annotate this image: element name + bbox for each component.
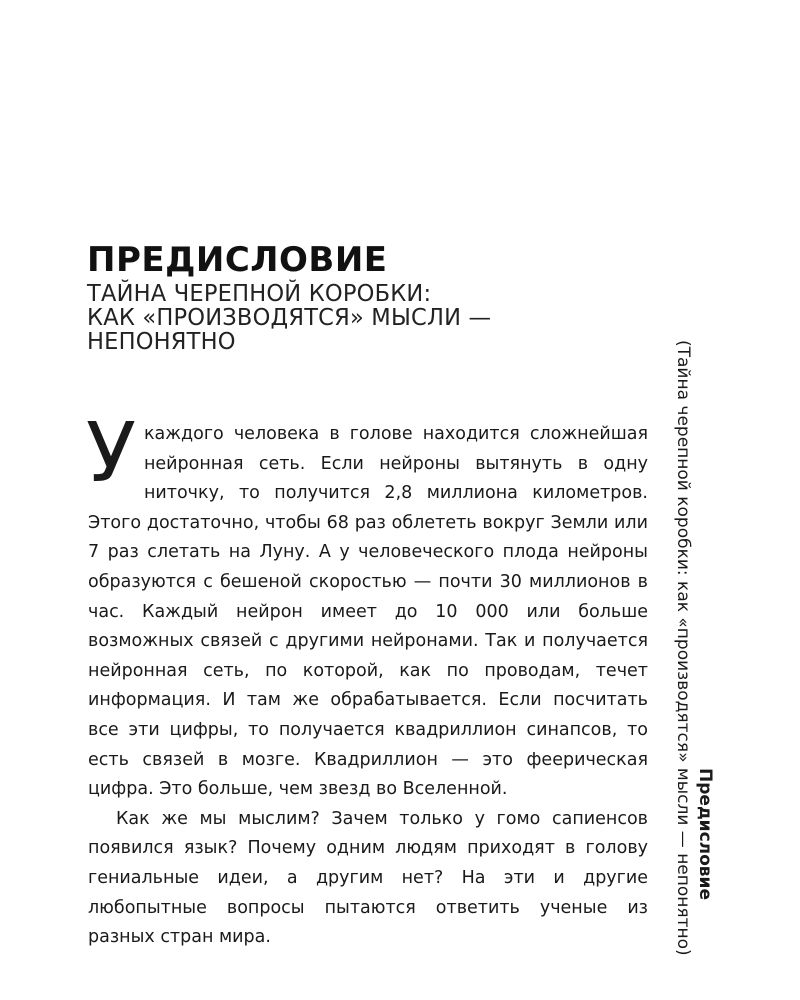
chapter-subtitle xyxy=(87,282,616,354)
running-head xyxy=(672,340,716,956)
chapter-title: ПРЕДИСЛОВИЕ xyxy=(87,240,388,280)
chapter-header xyxy=(87,240,627,354)
running-head-title: (Тайна черепной коробки: как «производятся» мысли — непонятно) xyxy=(673,340,693,956)
paragraph-1 xyxy=(86,406,648,805)
body-text xyxy=(86,406,648,953)
running-head-section: Предисловие xyxy=(695,768,715,900)
subtitle-line: КАК «ПРОИЗВОДЯТСЯ» МЫСЛИ — xyxy=(87,305,492,331)
subtitle-line: ТАЙНА ЧЕРЕПНОЙ КОРОБКИ: xyxy=(87,281,432,307)
paragraph-2: Как же мы мыслим? Зачем только у гомо сапиенсов появился язык? Почему одним людям приходят в голову гениальные идеи, а другим нет? На эти и другие любопытные вопросы пытаются ответить ученые из разных стран мира. xyxy=(88,808,648,948)
drop-cap: У xyxy=(86,406,136,501)
paragraph-1-text: каждого человека в голове находится сложнейшая нейронная сеть. Если нейроны вытянуть в одну ниточку, то получится 2,8 миллиона километров. Этого достаточно, чтобы 68 раз облететь вокруг Земли или 7 раз слетать на Луну. А у человеческого плода нейроны образуются с бешеной скоростью — почти 30 миллионов в час. Каждый нейрон имеет до 10 000 или больше возможных связей с другими нейронами. Так и получается нейронная сеть, по которой, как по проводам, течет информация. И там же обрабатывается. Если посчитать все эти цифры, то получается квадриллион синапсов, то есть связей в мозге. Квадриллион — это феерическая цифра. Это больше, чем звезд во Вселенной. xyxy=(88,424,648,800)
subtitle-line: НЕПОНЯТНО xyxy=(87,329,236,355)
